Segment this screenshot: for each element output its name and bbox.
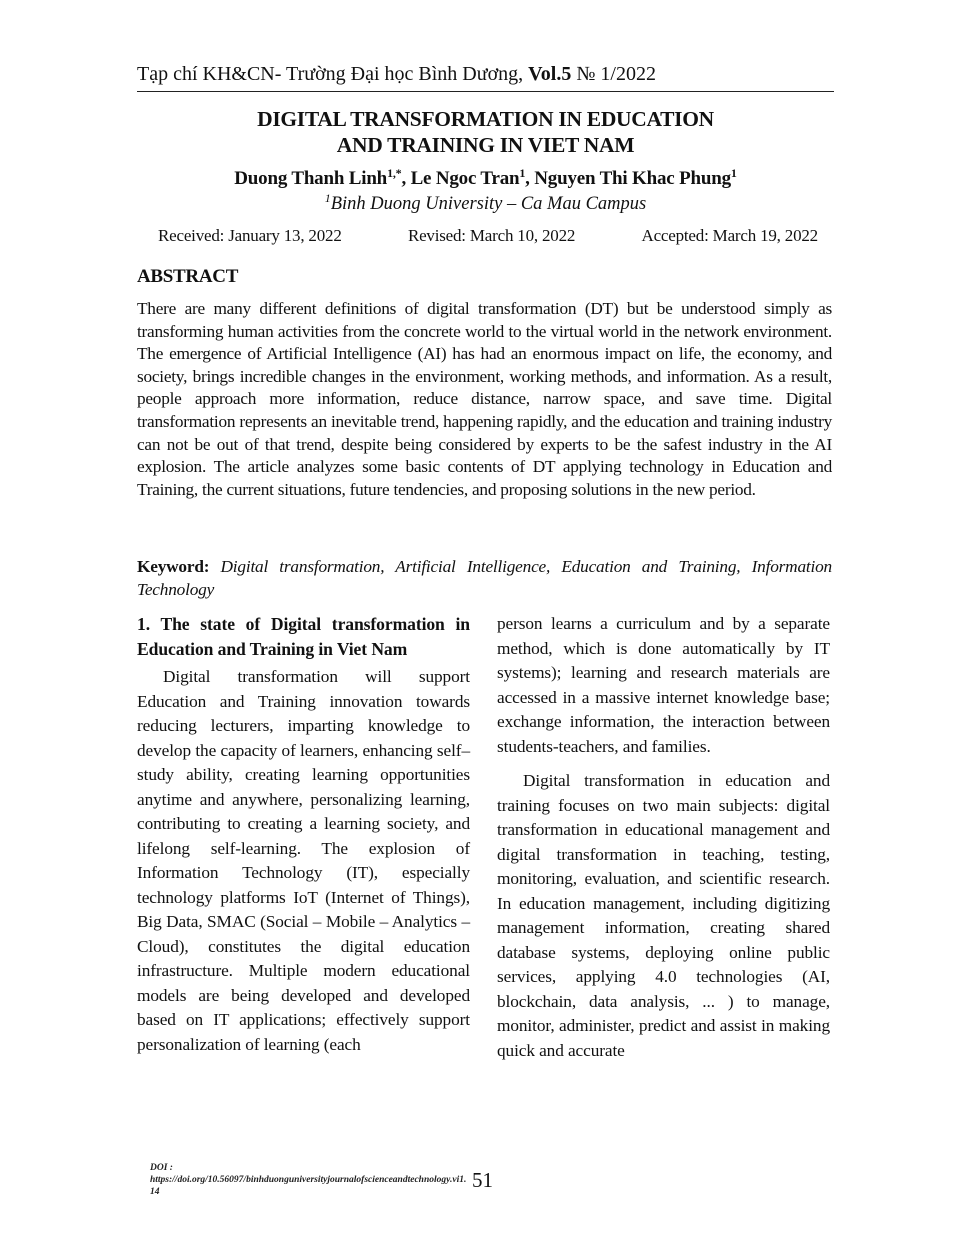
title-line-1: DIGITAL TRANSFORMATION IN EDUCATION (257, 107, 714, 131)
column-right (497, 612, 830, 1063)
affiliation (137, 193, 834, 215)
body-paragraph-continued: person learns a curriculum and by a separate method, which is done automatically by IT systems); learning and research materials are accessed in a massive internet knowledge base; exchange information, the interaction between students-teachers, and families. (497, 614, 830, 756)
journal-issue: № 1/2022 (576, 63, 656, 85)
received-date: Received: January 13, 2022 (158, 226, 342, 245)
abstract-body: There are many different definitions of digital transformation (DT) but be understood simply as transforming human activities from the concrete world to the virtual world in the network environment. The emergence of Artificial Intelligence (AI) has had an enormous impact on life, the economy, and society, brings incredible changes in the environment, working methods, and information. As a result, people approach more information, reduce distance, narrow space, and save time. Digital transformation represents an inevitable trend, happening rapidly, and the education and training industry can not be out of that trend, despite being considered by experts to be the safest industry in the AI explosion. The article analyzes some basic contents of DT applying technology in Education and Training, the current situations, future tendencies, and proposing solutions in the new period. (137, 299, 832, 499)
author-affil-mark: 1 (730, 166, 737, 180)
paper-title (137, 106, 834, 158)
body-paragraph: Digital transformation will support Education and Training innovation towards reducing lecturers, imparting knowledge to develop the capacity of learners, enhancing self–study ability, creating learning opportunities anytime and anywhere, personalizing learning, contributing to creating a learning society, and lifelong self-learning. The explosion of Information Technology (IT), especially technology platforms IoT (Internet of Things), Big Data, SMAC (Social – Mobile – Analytics – Cloud), constitutes the digital education infrastructure. Multiple modern educational models are being developed and developed based on IT applications; effectively support personalization of learning (each (137, 667, 470, 1054)
author-name: Le Ngoc Tran (410, 168, 520, 189)
article-dates (158, 226, 818, 246)
doi-footnote (150, 1162, 470, 1198)
journal-volume: Vol.5 (528, 63, 572, 85)
keywords (137, 556, 832, 601)
abstract-heading: ABSTRACT (137, 266, 239, 287)
author-name: Duong Thanh Linh (234, 168, 388, 189)
author-name: Nguyen Thi Khac Phung (534, 168, 731, 189)
revised-date: Revised: March 10, 2022 (407, 226, 576, 245)
affiliation-mark: 1 (324, 191, 331, 205)
title-line-2: AND TRAINING IN VIET NAM (336, 133, 635, 157)
page-number: 51 (472, 1168, 493, 1192)
author-affil-mark: 1 (519, 166, 526, 180)
column-left (137, 612, 470, 1057)
keywords-list: Digital transformation, Artificial Intelligence, Education and Training, Information Technology (137, 557, 832, 599)
keywords-label: Keyword: (137, 557, 210, 576)
journal-name: Tạp chí KH&CN- Trường Đại học Bình Dương, (137, 63, 524, 85)
body-paragraph: Digital transformation in education and training focuses on two main subjects: digital transformation in educational management and digital transformation in teaching, testing, monitoring, evaluation, and scientific research. In education management, including digitizing management information, creating shared database systems, deploying online public services, applying 4.0 technologies (AI, blockchain, data analysis, ... ) to manage, monitor, administer, predict and assist in making quick and accurate (497, 771, 830, 1060)
author-affil-mark: 1,* (387, 166, 402, 180)
header-divider (137, 91, 834, 92)
affiliation-text: Binh Duong University – Ca Mau Campus (330, 194, 647, 214)
doi-link[interactable]: https://doi.org/10.56097/binhduonguniversityjournalofscienceandtechnology.vi1.14 (150, 1175, 467, 1197)
section-heading: 1. The state of Digital transformation in Education and Training in Viet Nam (137, 614, 470, 659)
accepted-date: Accepted: March 19, 2022 (641, 226, 818, 245)
author-list: Duong Thanh Linh$^{1,*}$, Le Ngoc Tran$^1$, Nguyen Thi Khac Phung$^1$ (234, 166, 737, 189)
running-head (137, 62, 834, 86)
doi-label: DOI : (150, 1163, 173, 1173)
